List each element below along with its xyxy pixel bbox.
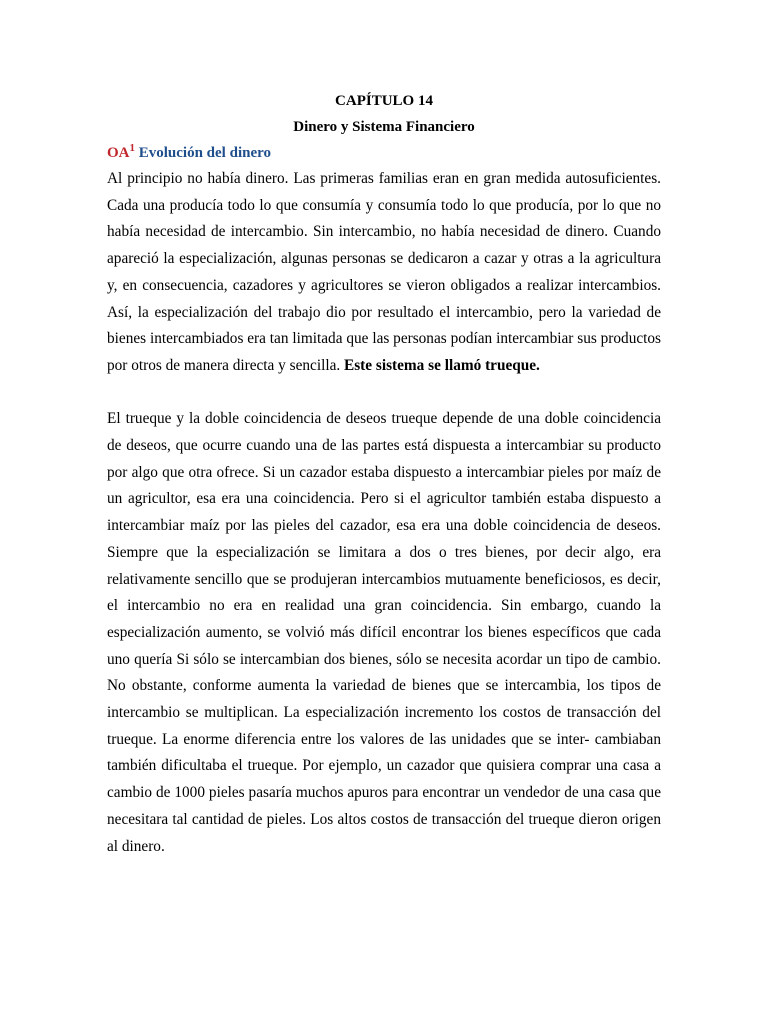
document-page [107,88,661,860]
paragraph-1-bold: Este sistema se llamó trueque. [344,356,540,374]
paragraph-1-text: Al principio no había dinero. Las primeras familias eran en gran medida autosuficientes. Cada una producía todo lo que consumía y consumía todo lo que producía, por lo que no había necesidad de intercambio. Sin intercambio, no había necesidad de dinero. Cuando apareció la especialización, algunas personas se dedicaron a cazar y otras a la agricultura y, en consecuencia, cazadores y agricultores se vieron obligados a realizar intercambios. Así, la especialización del trabajo dio por resultado el intercambio, pero la variedad de bienes intercambiados era tan limitada que las personas podían intercambiar sus productos por otros de manera directa y sencilla. [107,170,661,374]
paragraph-1 [107,166,661,380]
section-title: Evolución del dinero [138,145,271,161]
paragraph-gap [107,380,661,407]
section-superscript: 1 [129,142,135,154]
section-heading [107,140,661,166]
section-prefix: OA [107,145,130,161]
chapter-heading: CAPÍTULO 14 [335,93,433,109]
chapter-subtitle: Dinero y Sistema Financiero [293,119,475,135]
paragraph-2: El trueque y la doble coincidencia de deseos trueque depende de una doble coincidencia de deseos, que ocurre cuando una de las partes está dispuesta a intercambiar su producto por algo que otra ofrece. Si un cazador estaba dispuesto a intercambiar pieles por maíz de un agricultor, esa era una coincidencia. Pero si el agricultor también estaba dispuesto a intercambiar maíz por las pieles del cazador, esa era una doble coincidencia de deseos. Siempre que la especialización se limitara a dos o tres bienes, por decir algo, era relativamente sencillo que se produjeran intercambios mutuamente beneficiosos, es decir, el intercambio no era en realidad una gran coincidencia. Sin embargo, cuando la especialización aumento, se volvió más difícil encontrar los bienes específicos que cada uno quería Si sólo se intercambian dos bienes, sólo se necesita acordar un tipo de cambio. No obstante, conforme aumenta la variedad de bienes que se intercambia, los tipos de intercambio se multiplican. La especialización incremento los costos de transacción del trueque. La enorme diferencia entre los valores de las unidades que se inter- cambiaban también dificultaba el trueque. Por ejemplo, un cazador que quisiera comprar una casa a cambio de 1000 pieles pasaría muchos apuros para encontrar un vendedor de una casa que necesitara tal cantidad de pieles. Los altos costos de transacción del trueque dieron origen al dinero. [107,410,661,855]
